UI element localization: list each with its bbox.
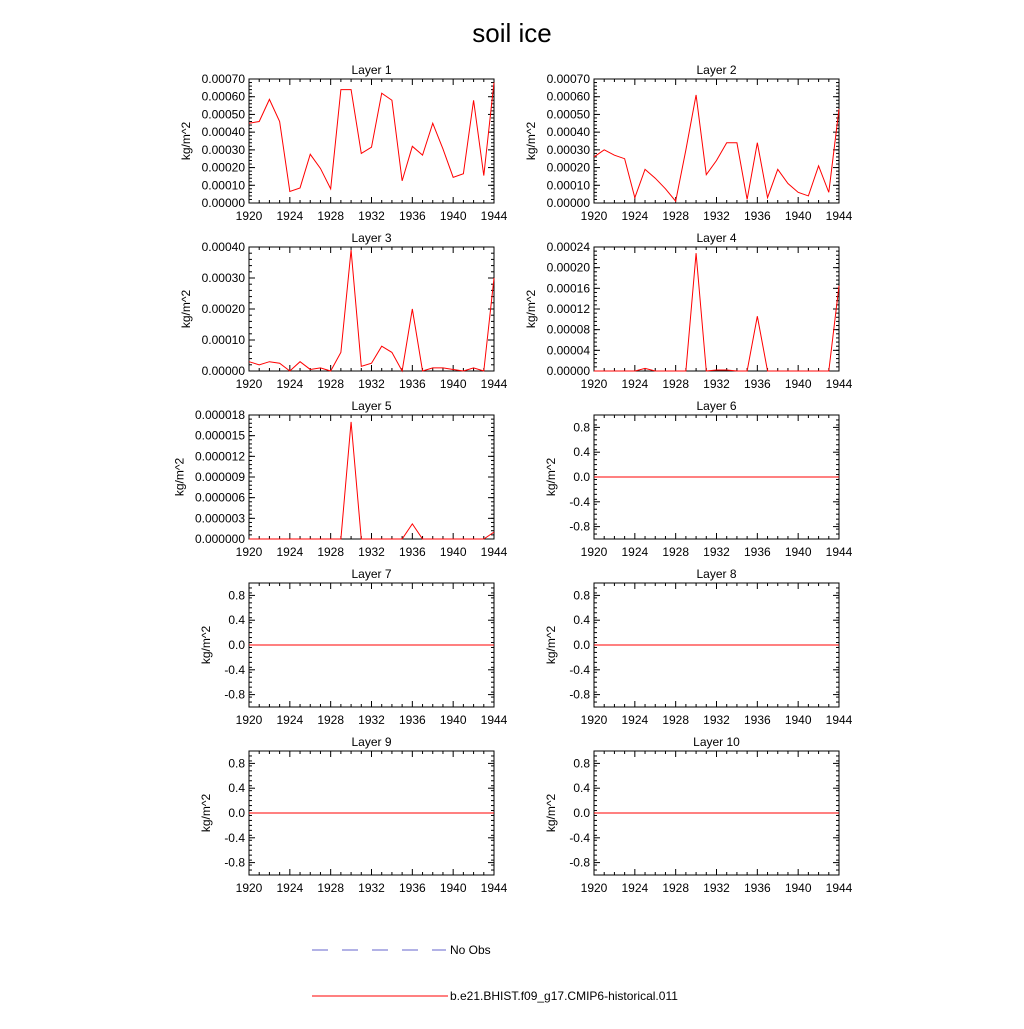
y-tick-label: 0.0 <box>573 638 590 652</box>
y-tick-label: -0.8 <box>569 855 590 870</box>
y-tick-label: 0.000000 <box>194 532 245 546</box>
x-tick-label: 1932 <box>703 377 730 391</box>
x-tick-label: 1920 <box>235 377 263 391</box>
x-tick-label: 1936 <box>398 545 426 559</box>
x-tick-label: 1940 <box>784 881 812 895</box>
panel-layer-7 <box>199 567 507 727</box>
y-tick-label: 0.00040 <box>546 125 590 140</box>
y-tick-label: 0.0 <box>228 638 245 652</box>
x-tick-label: 1940 <box>439 881 467 895</box>
x-tick-label: 1920 <box>580 713 608 727</box>
x-tick-label: 1920 <box>580 881 608 895</box>
y-tick-label: 0.0 <box>573 470 590 484</box>
panel-layer-1 <box>179 63 508 223</box>
x-tick-label: 1928 <box>317 713 345 727</box>
y-tick-label: 0.00010 <box>201 333 245 347</box>
x-tick-label: 1944 <box>480 881 508 895</box>
x-tick-label: 1924 <box>621 881 649 895</box>
y-tick-label: 0.00012 <box>546 302 590 316</box>
plot-frame <box>594 247 839 371</box>
x-tick-label: 1920 <box>235 881 263 895</box>
plot-frame <box>249 79 494 203</box>
y-tick-label: 0.00030 <box>546 142 590 157</box>
series-line-layer-1 <box>249 83 494 192</box>
x-tick-label: 1940 <box>784 377 812 391</box>
y-tick-label: -0.8 <box>224 855 245 870</box>
series-line-layer-3 <box>249 250 494 371</box>
y-tick-label: -0.8 <box>569 519 590 534</box>
panel-title: Layer 3 <box>351 231 392 245</box>
legend-obs-label: No Obs <box>450 943 491 957</box>
y-tick-label: -0.4 <box>569 830 590 845</box>
y-tick-label: 0.00016 <box>546 281 590 296</box>
y-axis-label: kg/m^2 <box>544 457 559 497</box>
panel-title: Layer 10 <box>693 735 740 749</box>
panel-layer-3 <box>179 231 508 391</box>
x-tick-label: 1936 <box>398 377 426 391</box>
y-tick-label: 0.4 <box>228 781 245 796</box>
plot-frame <box>594 79 839 203</box>
x-tick-label: 1944 <box>480 209 508 223</box>
x-tick-label: 1928 <box>662 377 690 391</box>
x-tick-label: 1928 <box>662 881 690 895</box>
y-tick-label: 0.00010 <box>201 178 245 193</box>
figure-title: soil ice <box>472 18 552 48</box>
x-tick-label: 1936 <box>743 713 771 727</box>
x-tick-label: 1924 <box>276 377 304 391</box>
series-line-layer-2 <box>594 95 839 201</box>
y-tick-label: 0.00040 <box>201 240 245 254</box>
x-tick-label: 1944 <box>825 881 853 895</box>
x-tick-label: 1920 <box>235 713 263 727</box>
y-axis-label: kg/m^2 <box>179 289 194 329</box>
panel-layer-6 <box>544 399 852 559</box>
plot-frame <box>249 247 494 371</box>
y-tick-label: -0.8 <box>224 687 245 702</box>
x-tick-label: 1920 <box>235 209 263 223</box>
y-tick-label: 0.000006 <box>194 490 245 505</box>
panel-layer-5 <box>172 399 507 559</box>
x-tick-label: 1924 <box>276 881 304 895</box>
x-tick-label: 1944 <box>825 377 853 391</box>
x-tick-label: 1936 <box>743 209 771 223</box>
x-tick-label: 1920 <box>580 377 608 391</box>
series-line-layer-5 <box>249 422 494 539</box>
x-tick-label: 1940 <box>439 545 467 559</box>
x-tick-label: 1928 <box>317 545 345 559</box>
y-tick-label: 0.00030 <box>201 271 245 285</box>
y-tick-label: 0.0 <box>573 806 590 820</box>
x-tick-label: 1944 <box>480 377 508 391</box>
x-tick-label: 1944 <box>480 545 508 559</box>
panel-title: Layer 7 <box>351 567 392 581</box>
panel-title: Layer 4 <box>696 231 737 245</box>
x-tick-label: 1940 <box>784 209 812 223</box>
x-tick-label: 1928 <box>662 209 690 223</box>
x-tick-label: 1932 <box>358 545 385 559</box>
y-tick-label: 0.000009 <box>194 470 245 484</box>
y-tick-label: 0.000018 <box>194 408 245 422</box>
y-tick-label: 0.00020 <box>546 260 590 275</box>
panel-layer-10 <box>544 735 852 895</box>
legend <box>312 943 678 1003</box>
y-tick-label: 0.8 <box>573 420 590 435</box>
y-axis-label: kg/m^2 <box>524 121 539 161</box>
y-tick-label: 0.00060 <box>546 89 590 104</box>
x-tick-label: 1932 <box>358 713 385 727</box>
x-tick-label: 1920 <box>580 209 608 223</box>
y-tick-label: 0.00004 <box>546 343 590 358</box>
x-tick-label: 1924 <box>621 545 649 559</box>
x-tick-label: 1924 <box>621 377 649 391</box>
x-tick-label: 1936 <box>743 881 771 895</box>
y-tick-label: 0.4 <box>573 781 590 796</box>
y-axis-label: kg/m^2 <box>172 457 187 497</box>
x-tick-label: 1928 <box>317 377 345 391</box>
y-tick-label: 0.000003 <box>194 511 245 526</box>
y-tick-label: -0.8 <box>569 687 590 702</box>
y-axis-label: kg/m^2 <box>544 625 559 665</box>
panel-title: Layer 1 <box>351 63 392 77</box>
x-tick-label: 1924 <box>276 713 304 727</box>
y-tick-label: 0.8 <box>573 756 590 771</box>
panel-layer-2 <box>524 63 853 223</box>
y-tick-label: 0.00020 <box>546 160 590 175</box>
y-tick-label: 0.000012 <box>194 449 245 464</box>
x-tick-label: 1932 <box>703 209 730 223</box>
x-tick-label: 1936 <box>398 881 426 895</box>
x-tick-label: 1932 <box>358 377 385 391</box>
y-tick-label: 0.00030 <box>201 142 245 157</box>
x-tick-label: 1940 <box>439 377 467 391</box>
x-tick-label: 1928 <box>317 881 345 895</box>
y-tick-label: 0.00024 <box>546 240 590 254</box>
y-tick-label: 0.00070 <box>546 72 590 86</box>
legend-model-label: b.e21.BHIST.f09_g17.CMIP6-historical.011 <box>450 989 678 1003</box>
y-tick-label: 0.00070 <box>201 72 245 86</box>
x-tick-label: 1936 <box>398 713 426 727</box>
y-tick-label: 0.00020 <box>201 302 245 316</box>
x-tick-label: 1920 <box>580 545 608 559</box>
panel-title: Layer 2 <box>696 63 737 77</box>
y-tick-label: 0.00050 <box>201 107 245 122</box>
y-tick-label: 0.00050 <box>546 107 590 122</box>
panel-layer-4 <box>524 231 853 391</box>
x-tick-label: 1936 <box>743 545 771 559</box>
y-tick-label: 0.8 <box>573 588 590 603</box>
panel-title: Layer 5 <box>351 399 392 413</box>
x-tick-label: 1940 <box>439 713 467 727</box>
panels-group <box>172 63 852 895</box>
x-tick-label: 1928 <box>662 545 690 559</box>
y-tick-label: 0.4 <box>573 445 590 460</box>
y-axis-label: kg/m^2 <box>544 793 559 833</box>
panel-layer-9 <box>199 735 507 895</box>
plot-frame <box>249 415 494 539</box>
y-tick-label: 0.000015 <box>194 428 245 443</box>
x-tick-label: 1944 <box>825 713 853 727</box>
x-tick-label: 1936 <box>743 377 771 391</box>
x-tick-label: 1944 <box>825 209 853 223</box>
y-tick-label: 0.00010 <box>546 178 590 193</box>
x-tick-label: 1940 <box>439 209 467 223</box>
x-tick-label: 1932 <box>703 545 730 559</box>
y-tick-label: 0.00000 <box>546 364 590 378</box>
x-tick-label: 1944 <box>825 545 853 559</box>
y-tick-label: 0.8 <box>228 756 245 771</box>
y-axis-label: kg/m^2 <box>199 793 214 833</box>
y-tick-label: 0.0 <box>228 806 245 820</box>
x-tick-label: 1940 <box>784 545 812 559</box>
y-tick-label: 0.00000 <box>546 196 590 210</box>
panel-title: Layer 8 <box>696 567 737 581</box>
x-tick-label: 1920 <box>235 545 263 559</box>
x-tick-label: 1924 <box>621 209 649 223</box>
y-tick-label: 0.4 <box>573 613 590 628</box>
x-tick-label: 1924 <box>276 209 304 223</box>
y-tick-label: 0.4 <box>228 613 245 628</box>
x-tick-label: 1928 <box>317 209 345 223</box>
series-line-layer-4 <box>594 253 839 371</box>
y-axis-label: kg/m^2 <box>199 625 214 665</box>
y-tick-label: -0.4 <box>224 830 245 845</box>
y-tick-label: 0.00040 <box>201 125 245 140</box>
y-tick-label: -0.4 <box>224 662 245 677</box>
y-tick-label: 0.8 <box>228 588 245 603</box>
y-axis-label: kg/m^2 <box>179 121 194 161</box>
y-tick-label: 0.00020 <box>201 160 245 175</box>
y-tick-label: 0.00008 <box>546 322 590 337</box>
x-tick-label: 1932 <box>358 209 385 223</box>
x-tick-label: 1924 <box>621 713 649 727</box>
x-tick-label: 1932 <box>358 881 385 895</box>
panel-title: Layer 9 <box>351 735 392 749</box>
x-tick-label: 1932 <box>703 713 730 727</box>
panel-title: Layer 6 <box>696 399 737 413</box>
x-tick-label: 1932 <box>703 881 730 895</box>
x-tick-label: 1924 <box>276 545 304 559</box>
y-axis-label: kg/m^2 <box>524 289 539 329</box>
x-tick-label: 1944 <box>480 713 508 727</box>
y-tick-label: 0.00000 <box>201 364 245 378</box>
x-tick-label: 1928 <box>662 713 690 727</box>
y-tick-label: -0.4 <box>569 494 590 509</box>
panel-layer-8 <box>544 567 852 727</box>
x-tick-label: 1940 <box>784 713 812 727</box>
y-tick-label: -0.4 <box>569 662 590 677</box>
y-tick-label: 0.00000 <box>201 196 245 210</box>
y-tick-label: 0.00060 <box>201 89 245 104</box>
x-tick-label: 1936 <box>398 209 426 223</box>
